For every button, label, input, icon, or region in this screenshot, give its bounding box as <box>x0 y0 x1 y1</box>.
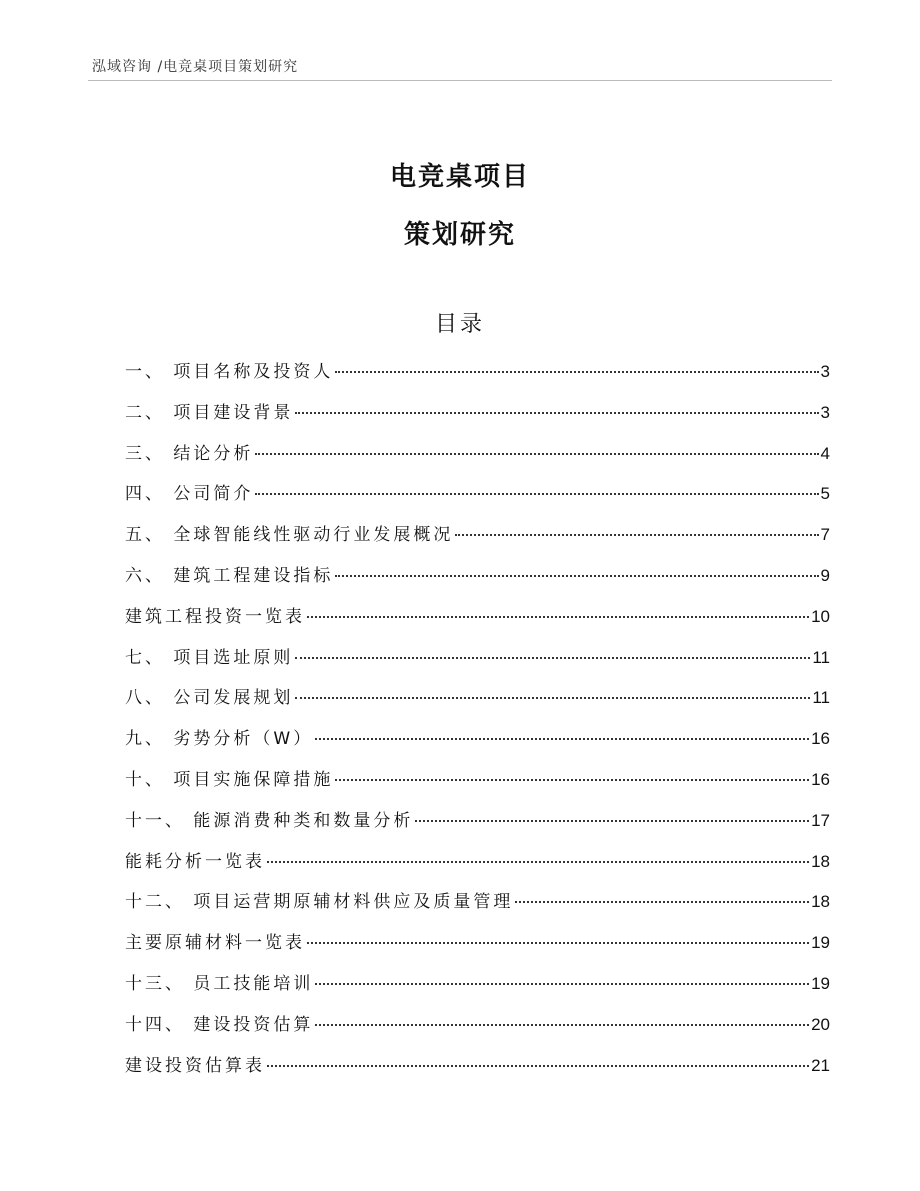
toc-entry-title: 五、 全球智能线性驱动行业发展概况 <box>125 525 454 546</box>
toc-entry[interactable] <box>125 683 830 724</box>
toc-leader-dots <box>295 412 818 414</box>
toc-leader-dots <box>255 453 818 455</box>
document-title-line-1: 电竞桌项目 <box>389 162 530 192</box>
document-title-line-2: 策划研究 <box>403 220 516 250</box>
toc-entry-page: 11 <box>812 647 830 667</box>
toc-leader-dots <box>335 371 818 373</box>
toc-leader-dots <box>295 697 810 699</box>
toc-entry[interactable] <box>125 643 830 684</box>
toc-entry-title: 十三、 员工技能培训 <box>125 973 314 994</box>
toc-entry-page: 9 <box>820 565 830 585</box>
toc-leader-dots <box>295 657 810 659</box>
toc-entry-page: 4 <box>820 443 830 463</box>
toc-entry-title: 建设投资估算表 <box>125 1055 265 1076</box>
toc-entry-title: 九、 劣势分析（W） <box>125 729 314 750</box>
toc-leader-dots <box>267 861 809 863</box>
toc-entry-page: 17 <box>811 810 830 830</box>
toc-heading: 目录 <box>434 312 485 337</box>
toc-leader-dots <box>515 901 809 903</box>
toc-entry-page: 3 <box>820 362 830 381</box>
toc-leader-dots <box>455 534 818 536</box>
toc-entry[interactable] <box>125 439 830 480</box>
toc-entry[interactable] <box>125 847 830 888</box>
toc-entry[interactable] <box>125 724 830 765</box>
toc-entry-page: 19 <box>811 973 830 993</box>
toc-entry[interactable] <box>125 806 830 847</box>
toc-entry-page: 16 <box>811 729 830 749</box>
toc-entry-page: 3 <box>820 402 830 422</box>
toc-entry-title: 十一、 能源消费种类和数量分析 <box>125 810 414 831</box>
toc-entry[interactable] <box>125 887 830 928</box>
toc-entry-title: 能耗分析一览表 <box>125 851 265 872</box>
header-divider <box>88 80 832 81</box>
toc-entry-page: 19 <box>811 933 830 953</box>
toc-entry-title: 十四、 建设投资估算 <box>125 1014 314 1035</box>
toc-entry-title: 二、 项目建设背景 <box>125 402 294 423</box>
toc-leader-dots <box>415 820 809 822</box>
toc-entry[interactable] <box>125 357 830 398</box>
toc-leader-dots <box>335 575 818 577</box>
toc-leader-dots <box>315 738 809 740</box>
toc-entry-page: 7 <box>820 525 830 545</box>
toc-entry[interactable] <box>125 1051 830 1092</box>
toc-entry[interactable] <box>125 561 830 602</box>
toc-entry-page: 10 <box>811 606 830 626</box>
toc-entry[interactable] <box>125 398 830 439</box>
toc-entry-title: 一、 项目名称及投资人 <box>125 362 334 382</box>
toc-leader-dots <box>267 1065 809 1067</box>
toc-entry[interactable] <box>125 1010 830 1051</box>
toc-leader-dots <box>335 779 809 781</box>
toc-entry-title: 七、 项目选址原则 <box>125 647 294 668</box>
toc-entry[interactable] <box>125 928 830 969</box>
toc-entry-title: 三、 结论分析 <box>125 443 254 464</box>
toc-entry-title: 十、 项目实施保障措施 <box>125 769 334 790</box>
toc-entry-title: 建筑工程投资一览表 <box>125 606 305 627</box>
toc-entry-page: 21 <box>811 1055 830 1075</box>
toc-leader-dots <box>255 493 818 495</box>
toc-entry[interactable] <box>125 602 830 643</box>
toc-entry-title: 主要原辅材料一览表 <box>125 933 305 954</box>
toc-leader-dots <box>307 942 809 944</box>
toc-entry-page: 18 <box>811 851 830 871</box>
table-of-contents <box>125 357 830 1091</box>
toc-entry[interactable] <box>125 479 830 520</box>
toc-entry-page: 5 <box>820 484 830 504</box>
toc-entry-page: 16 <box>811 769 830 789</box>
toc-entry[interactable] <box>125 969 830 1010</box>
toc-entry[interactable] <box>125 765 830 806</box>
toc-leader-dots <box>307 616 809 618</box>
running-header: 泓域咨询 /电竞桌项目策划研究 <box>92 59 299 75</box>
toc-leader-dots <box>315 1024 809 1026</box>
toc-entry-title: 六、 建筑工程建设指标 <box>125 565 334 586</box>
toc-entry-title: 八、 公司发展规划 <box>125 688 294 709</box>
toc-entry[interactable] <box>125 520 830 561</box>
toc-entry-page: 20 <box>811 1014 830 1034</box>
toc-entry-page: 11 <box>812 688 830 708</box>
toc-entry-title: 十二、 项目运营期原辅材料供应及质量管理 <box>125 892 514 913</box>
toc-entry-page: 18 <box>811 892 830 912</box>
toc-entry-title: 四、 公司简介 <box>125 484 254 505</box>
toc-leader-dots <box>315 983 809 985</box>
